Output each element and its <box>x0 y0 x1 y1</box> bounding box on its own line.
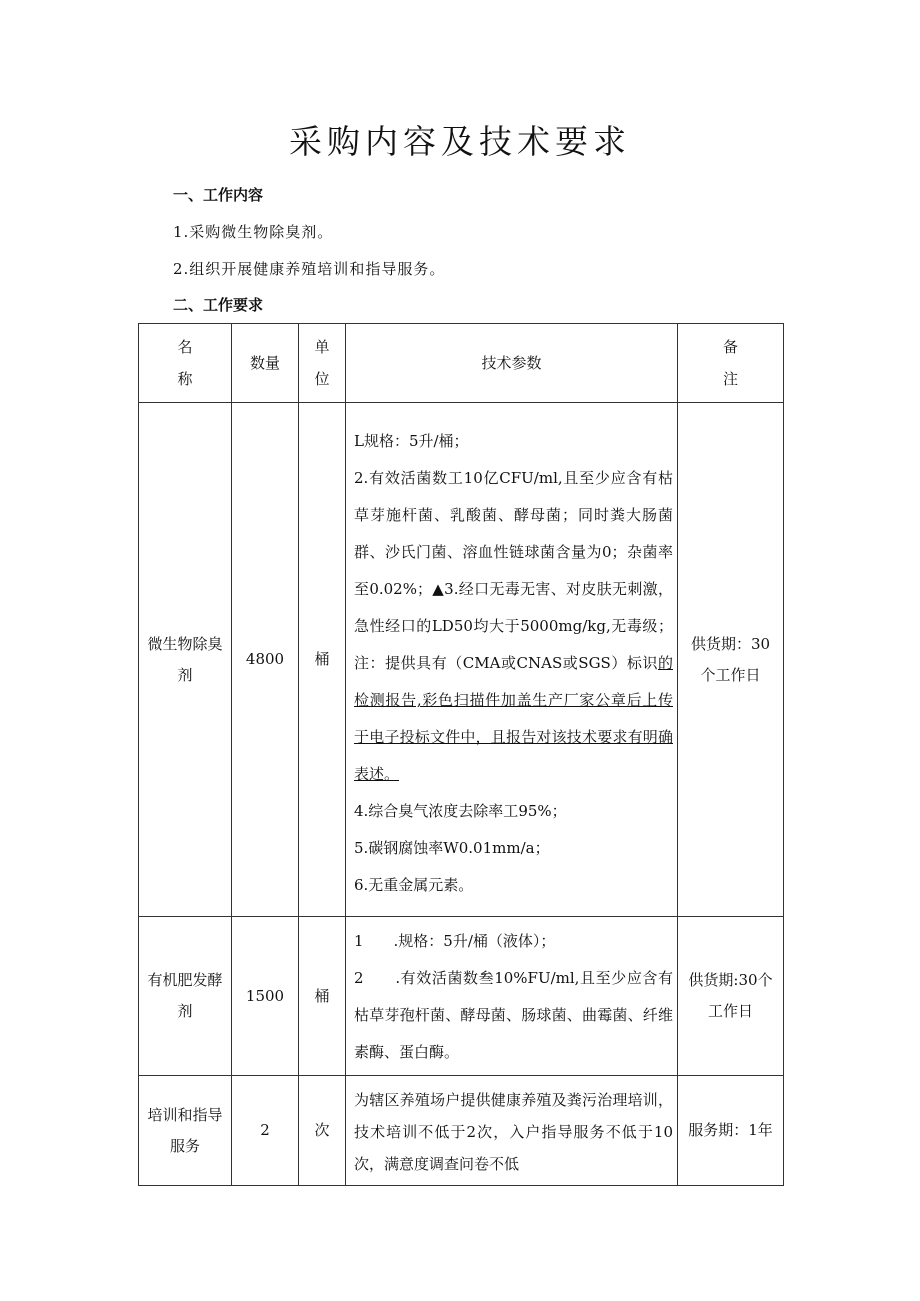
cell-unit: 桶 <box>299 403 346 917</box>
table-row <box>139 1076 784 1186</box>
header-unit: 单 位 <box>299 324 346 403</box>
header-name: 名 称 <box>139 324 232 403</box>
param-line: 为辖区养殖场户提供健康养殖及粪污治理培训，技术培训不低于2次，入户指导服务不低于10次，满意度调查问卷不低 <box>354 1091 673 1173</box>
param-line: 2.有效活菌数工10亿CFU/ml,且至少应含有枯草芽施杆菌、乳酸菌、酵母菌；同时粪大肠菌群、沙氏门菌、溶血性链球菌含量为0；杂菌率至0.02%；▲3.经口无毒无害、对皮肤无刺激，急性经口的LD50均大于5000mg/kg,无毒级；注：提供具有（CMA或CNAS或SGS）标识的检测报告,彩色扫描件加盖生产厂家公章后上传于电子投标文件中，且报告对该技术要求有明确表述。 <box>354 469 673 783</box>
cell-name: 微生物除臭剂 <box>139 403 232 917</box>
table-header-row <box>139 324 784 403</box>
underlined-text: 的检测报告,彩色扫描件加盖生产厂家公章后上传于电子投标文件中，且报告对该技术要求有明确表述。 <box>354 654 673 783</box>
table-row <box>139 403 784 917</box>
cell-unit: 桶 <box>299 917 346 1076</box>
page-title: 采购内容及技术要求 <box>289 122 631 161</box>
param-line: 4.综合臭气浓度去除率工95%； <box>354 802 567 820</box>
cell-remark: 供货期：30个工作日 <box>678 403 784 917</box>
param-line: 1 .规格：5升/桶（液体）； <box>354 932 556 950</box>
cell-unit: 次 <box>299 1076 346 1186</box>
section-heading-work-content: 一、工作内容 <box>173 186 264 204</box>
work-item-1: 1.采购微生物除臭剂。 <box>173 223 334 241</box>
header-technical-params: 技术参数 <box>346 324 678 403</box>
param-line: 2 .有效活菌数叁10%FU/ml,且至少应含有枯草芽孢杆菌、酵母菌、肠球菌、曲霉菌、纤维素酶、蛋白酶。 <box>354 969 673 1061</box>
cell-name: 培训和指导服务 <box>139 1076 232 1186</box>
table-row <box>139 917 784 1076</box>
work-item-2: 2.组织开展健康养殖培训和指导服务。 <box>173 260 446 278</box>
header-quantity: 数量 <box>232 324 299 403</box>
section-heading-work-requirements: 二、工作要求 <box>173 296 264 314</box>
cell-remark: 服务期：1年 <box>678 1076 784 1186</box>
cell-quantity: 2 <box>232 1076 299 1186</box>
param-line: L规格：5升/桶； <box>354 432 469 450</box>
cell-quantity: 1500 <box>232 917 299 1076</box>
cell-name: 有机肥发酵剂 <box>139 917 232 1076</box>
cell-technical-params <box>346 1076 678 1186</box>
header-remark: 备 注 <box>678 324 784 403</box>
param-line: 5.碳钢腐蚀率W0.01mm/a； <box>354 839 550 857</box>
cell-quantity: 4800 <box>232 403 299 917</box>
cell-remark: 供货期:30个工作日 <box>678 917 784 1076</box>
requirements-table <box>138 323 784 1186</box>
param-line: 6.无重金属元素。 <box>354 876 474 894</box>
cell-technical-params <box>346 403 678 917</box>
cell-technical-params <box>346 917 678 1076</box>
